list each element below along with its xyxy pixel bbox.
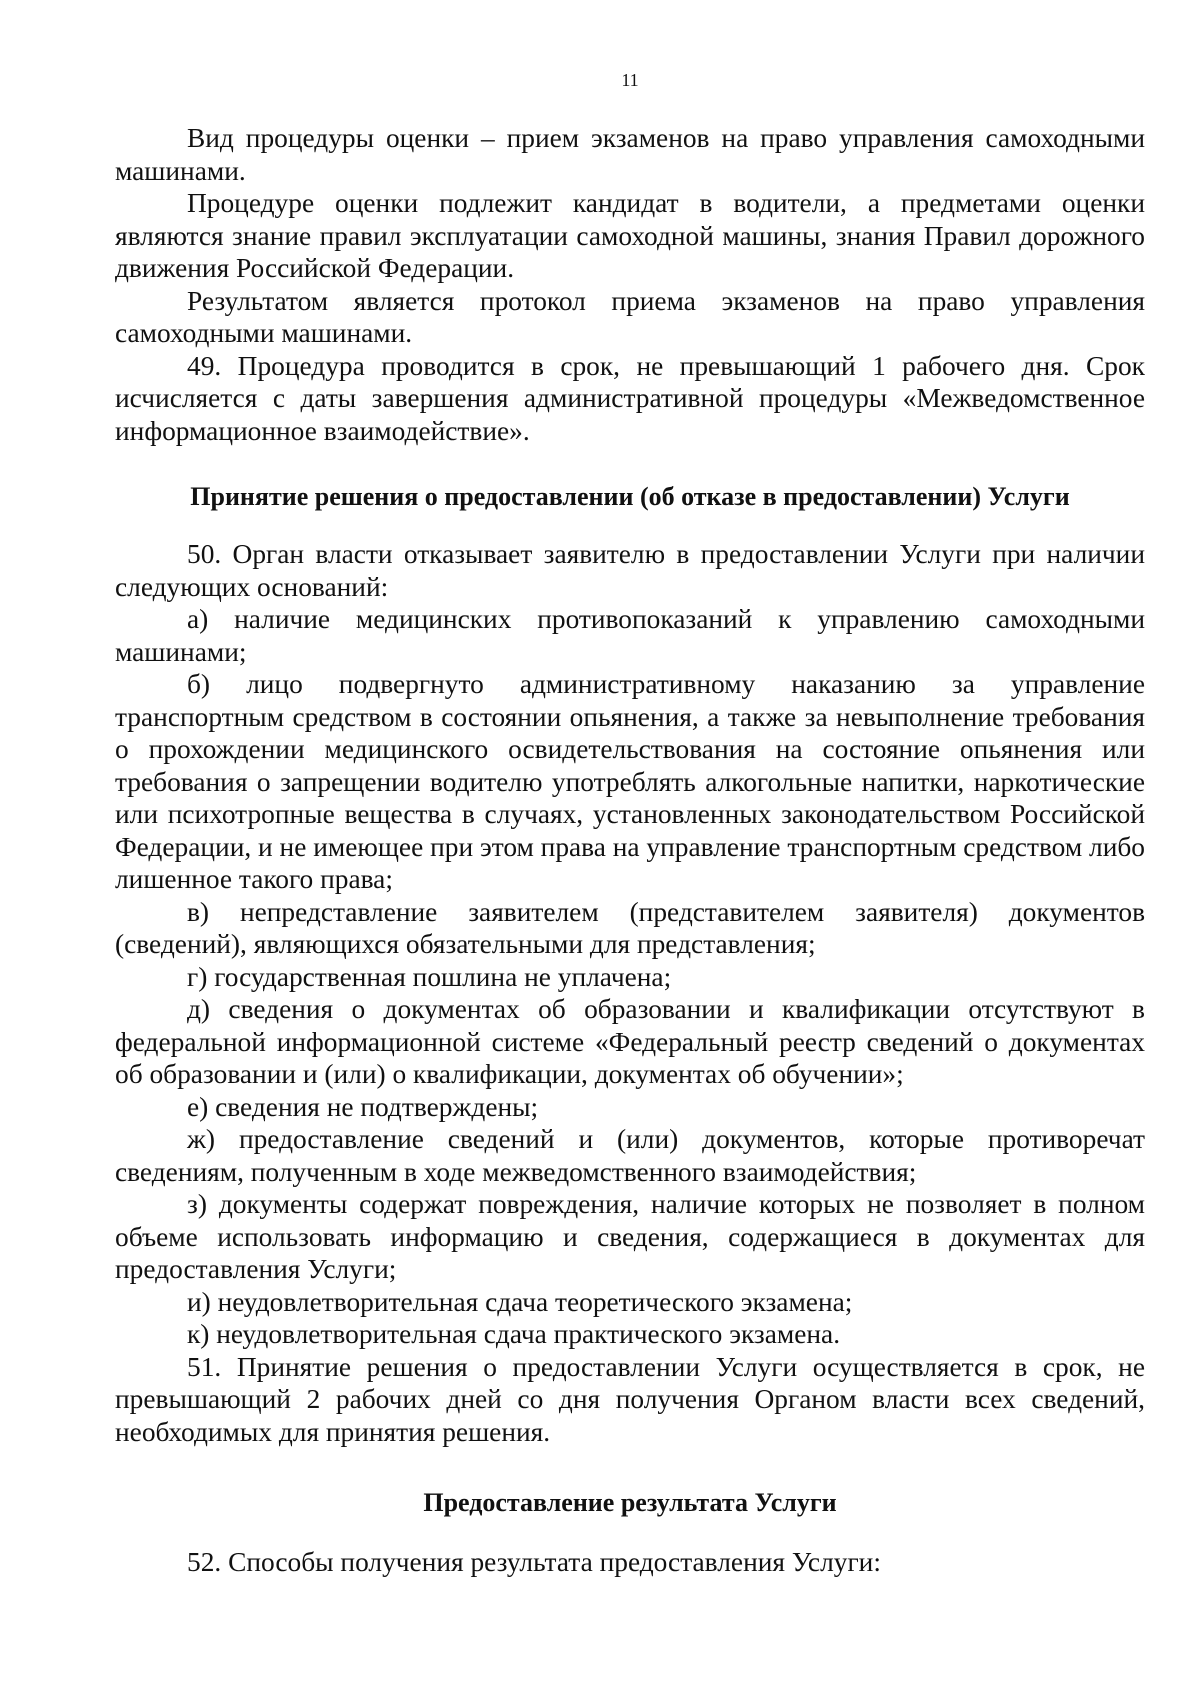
list-item-d: д) сведения о документах об образовании и квалификации отсутствуют в федеральной информационной системе «Федеральный реестр сведений о документах об образовании и (или) о квалификации, документах об обучении»; (115, 994, 1145, 1089)
list-item-e: е) сведения не подтверждены; (187, 1091, 539, 1122)
paragraph-50: 50. Орган власти отказывает заявителю в предоставлении Услуги при наличии следующих оснований: (115, 539, 1145, 602)
list-item-g: г) государственная пошлина не уплачена; (187, 961, 672, 992)
paragraph-assessment-subject: Процедуре оценки подлежит кандидат в водители, а предметами оценки являются знание правил эксплуатации самоходной машины, знания Правил дорожного движения Российской Федерации. (115, 188, 1145, 283)
list-item-i: и) неудовлетворительная сдача теоретического экзамена; (187, 1286, 853, 1317)
document-body (115, 122, 1145, 1579)
list-item-v: в) непредставление заявителем (представителем заявителя) документов (сведений), являющихся обязательными для представления; (115, 896, 1145, 959)
list-item-a: а) наличие медицинских противопоказаний к управлению самоходными машинами; (115, 604, 1145, 667)
section-heading-result: Предоставление результата Услуги (423, 1488, 837, 1517)
paragraph-52: 52. Способы получения результата предоставления Услуги: (187, 1547, 881, 1577)
section-heading-decision: Принятие решения о предоставлении (об отказе в предоставлении) Услуги (190, 482, 1070, 511)
paragraph-assessment-type: Вид процедуры оценки – прием экзаменов на право управления самоходными машинами. (115, 123, 1145, 186)
paragraph-49: 49. Процедура проводится в срок, не превышающий 1 рабочего дня. Срок исчисляется с даты завершения административной процедуры «Межведомственное информационное взаимодействие». (115, 350, 1145, 446)
list-item-b: б) лицо подвергнуто административному наказанию за управление транспортным средством в состоянии опьянения, а также за невыполнение требования о прохождении медицинского освидетельствования на состояние опьянения или требования о запрещении водителю употреблять алкогольные напитки, наркотические или психотропные вещества в случаях, установленных законодательством Российской Федерации, и не имеющее при этом права на управление транспортным средством либо лишенное такого права; (115, 669, 1145, 894)
list-item-z: з) документы содержат повреждения, наличие которых не позволяет в полном объеме использовать информацию и сведения, содержащиеся в документах для предоставления Услуги; (115, 1189, 1145, 1284)
list-item-zh: ж) предоставление сведений и (или) документов, которые противоречат сведениям, полученным в ходе межведомственного взаимодействия; (115, 1124, 1145, 1187)
list-item-k: к) неудовлетворительная сдача практического экзамена. (187, 1319, 841, 1349)
page-number: 11 (621, 70, 639, 90)
paragraph-51: 51. Принятие решения о предоставлении Услуги осуществляется в срок, не превышающий 2 рабочих дней со дня получения Органом власти всех сведений, необходимых для принятия решения. (115, 1351, 1145, 1447)
paragraph-assessment-result: Результатом является протокол приема экзаменов на право управления самоходными машинами. (115, 285, 1145, 348)
